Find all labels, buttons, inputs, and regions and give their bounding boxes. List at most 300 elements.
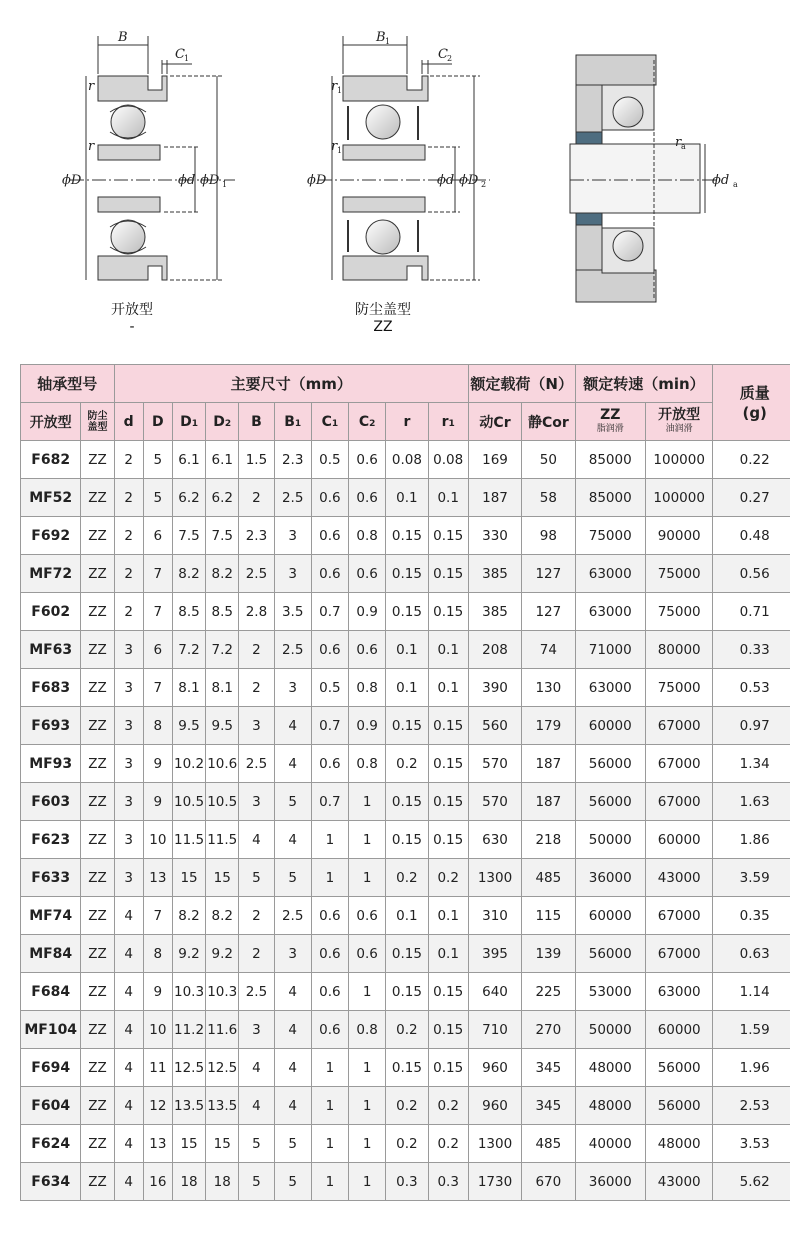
cell-D: 10 xyxy=(143,821,172,859)
table-row xyxy=(21,897,790,935)
table-row xyxy=(21,479,790,517)
cell-cr: 330 xyxy=(468,517,521,555)
cell-D2: 7.5 xyxy=(206,517,239,555)
cell-zz-speed: 56000 xyxy=(575,935,645,973)
cell-mass: 3.59 xyxy=(713,859,790,897)
cell-D2: 6.1 xyxy=(206,441,239,479)
table-row xyxy=(21,1163,790,1201)
svg-text:B: B xyxy=(376,30,386,45)
cell-D1: 18 xyxy=(172,1163,205,1201)
cell-mass: 2.53 xyxy=(713,1087,790,1125)
cell-C1: 0.6 xyxy=(311,973,348,1011)
cell-D: 6 xyxy=(143,631,172,669)
svg-text:r: r xyxy=(88,79,95,94)
cell-cr: 570 xyxy=(468,745,521,783)
cell-mass: 1.34 xyxy=(713,745,790,783)
cell-C1: 0.6 xyxy=(311,517,348,555)
header-r: r xyxy=(386,403,428,441)
cell-model: F623 xyxy=(21,821,81,859)
cell-open-speed: 67000 xyxy=(645,707,712,745)
cell-model: F633 xyxy=(21,859,81,897)
cell-open-speed: 60000 xyxy=(645,1011,712,1049)
cell-C2: 0.9 xyxy=(349,593,386,631)
header-D1: D1 xyxy=(172,403,205,441)
cell-r: 0.15 xyxy=(386,555,428,593)
cell-B: 2 xyxy=(239,479,274,517)
cell-D1: 11.5 xyxy=(172,821,205,859)
cell-r1: 0.2 xyxy=(428,859,468,897)
cell-cor: 179 xyxy=(522,707,575,745)
cell-C2: 1 xyxy=(349,1087,386,1125)
header-mass: 质量 (g) xyxy=(713,365,790,441)
cell-D2: 8.2 xyxy=(206,897,239,935)
cell-cor: 58 xyxy=(522,479,575,517)
cell-cor: 485 xyxy=(522,859,575,897)
cell-cor: 187 xyxy=(522,783,575,821)
cell-model: F603 xyxy=(21,783,81,821)
cell-C1: 1 xyxy=(311,1049,348,1087)
cell-model: MF93 xyxy=(21,745,81,783)
cell-D: 5 xyxy=(143,441,172,479)
cell-C2: 1 xyxy=(349,783,386,821)
cell-d: 3 xyxy=(114,669,143,707)
cell-cr: 630 xyxy=(468,821,521,859)
cell-B1: 3.5 xyxy=(274,593,311,631)
cell-B: 5 xyxy=(239,1125,274,1163)
cell-D1: 15 xyxy=(172,859,205,897)
table-row xyxy=(21,859,790,897)
cell-D1: 9.2 xyxy=(172,935,205,973)
svg-text:r: r xyxy=(331,79,338,94)
cell-zz-speed: 85000 xyxy=(575,441,645,479)
svg-text:ϕD: ϕD xyxy=(459,173,479,188)
cell-r: 0.15 xyxy=(386,973,428,1011)
svg-text:C: C xyxy=(175,47,185,62)
cell-mass: 0.33 xyxy=(713,631,790,669)
cell-mass: 0.53 xyxy=(713,669,790,707)
cell-model: F684 xyxy=(21,973,81,1011)
cell-B: 2 xyxy=(239,935,274,973)
header-C2: C2 xyxy=(349,403,386,441)
cell-mass: 1.96 xyxy=(713,1049,790,1087)
cell-d: 4 xyxy=(114,1163,143,1201)
cell-zz-speed: 36000 xyxy=(575,1163,645,1201)
cell-D: 9 xyxy=(143,783,172,821)
cell-D2: 9.5 xyxy=(206,707,239,745)
cell-cr: 710 xyxy=(468,1011,521,1049)
cell-r: 0.15 xyxy=(386,707,428,745)
header-B: B xyxy=(239,403,274,441)
cell-mass: 0.56 xyxy=(713,555,790,593)
cell-B1: 2.5 xyxy=(274,897,311,935)
cell-D2: 13.5 xyxy=(206,1087,239,1125)
cell-B: 4 xyxy=(239,1087,274,1125)
cell-open-speed: 56000 xyxy=(645,1049,712,1087)
cell-zz-speed: 63000 xyxy=(575,669,645,707)
open-bearing-drawing xyxy=(70,36,235,280)
cell-d: 3 xyxy=(114,821,143,859)
cell-D: 9 xyxy=(143,745,172,783)
header-speed: 额定转速（min） xyxy=(575,365,713,403)
cell-d: 4 xyxy=(114,1087,143,1125)
cell-model: MF72 xyxy=(21,555,81,593)
cell-model: F624 xyxy=(21,1125,81,1163)
cell-D2: 9.2 xyxy=(206,935,239,973)
cell-C1: 0.6 xyxy=(311,631,348,669)
cell-B: 2.3 xyxy=(239,517,274,555)
cell-D2: 15 xyxy=(206,1125,239,1163)
cell-cor: 130 xyxy=(522,669,575,707)
cell-open-speed: 56000 xyxy=(645,1087,712,1125)
header-D2: D2 xyxy=(206,403,239,441)
cell-r1: 0.15 xyxy=(428,1011,468,1049)
table-row xyxy=(21,1011,790,1049)
cell-r: 0.1 xyxy=(386,897,428,935)
cell-open-speed: 80000 xyxy=(645,631,712,669)
table-row xyxy=(21,517,790,555)
cell-open-speed: 60000 xyxy=(645,821,712,859)
cell-mass: 0.48 xyxy=(713,517,790,555)
header-open: 开放型 xyxy=(21,403,81,441)
cell-D: 16 xyxy=(143,1163,172,1201)
cell-C2: 0.6 xyxy=(349,631,386,669)
cell-C1: 1 xyxy=(311,1163,348,1201)
cell-d: 2 xyxy=(114,517,143,555)
cell-open-speed: 63000 xyxy=(645,973,712,1011)
cell-r1: 0.15 xyxy=(428,517,468,555)
cell-C1: 0.6 xyxy=(311,479,348,517)
cell-cor: 345 xyxy=(522,1049,575,1087)
cell-cr: 960 xyxy=(468,1087,521,1125)
cell-B1: 4 xyxy=(274,1011,311,1049)
cell-C1: 0.6 xyxy=(311,745,348,783)
cell-cr: 1300 xyxy=(468,1125,521,1163)
cell-D: 11 xyxy=(143,1049,172,1087)
svg-text:2: 2 xyxy=(447,54,453,63)
svg-text:a: a xyxy=(681,142,686,151)
cell-C2: 0.6 xyxy=(349,479,386,517)
cell-C1: 1 xyxy=(311,1087,348,1125)
cell-C2: 0.8 xyxy=(349,517,386,555)
cell-cor: 127 xyxy=(522,555,575,593)
svg-text:1: 1 xyxy=(337,86,343,95)
table-row xyxy=(21,973,790,1011)
cell-C1: 0.5 xyxy=(311,441,348,479)
cell-shield: ZZ xyxy=(81,441,114,479)
cell-r: 0.15 xyxy=(386,593,428,631)
open-bearing-labels xyxy=(62,30,227,189)
cell-model: MF63 xyxy=(21,631,81,669)
cell-mass: 0.97 xyxy=(713,707,790,745)
cell-r: 0.1 xyxy=(386,669,428,707)
cell-D1: 7.2 xyxy=(172,631,205,669)
cell-zz-speed: 71000 xyxy=(575,631,645,669)
cell-mass: 0.71 xyxy=(713,593,790,631)
header-cr: 动Cr xyxy=(468,403,521,441)
cell-model: F694 xyxy=(21,1049,81,1087)
cell-C2: 1 xyxy=(349,1049,386,1087)
cell-C2: 0.8 xyxy=(349,745,386,783)
cell-D2: 6.2 xyxy=(206,479,239,517)
cell-shield: ZZ xyxy=(81,1049,114,1087)
cell-D1: 13.5 xyxy=(172,1087,205,1125)
cell-C1: 0.5 xyxy=(311,669,348,707)
cell-D: 8 xyxy=(143,935,172,973)
cell-B1: 4 xyxy=(274,1087,311,1125)
cell-mass: 1.14 xyxy=(713,973,790,1011)
cell-zz-speed: 60000 xyxy=(575,707,645,745)
cell-r: 0.1 xyxy=(386,631,428,669)
cell-B: 3 xyxy=(239,707,274,745)
svg-text:ϕD: ϕD xyxy=(307,173,327,188)
cell-zz-speed: 50000 xyxy=(575,821,645,859)
cell-model: F682 xyxy=(21,441,81,479)
cell-B1: 5 xyxy=(274,783,311,821)
cell-D: 7 xyxy=(143,593,172,631)
cell-d: 3 xyxy=(114,783,143,821)
cell-cor: 98 xyxy=(522,517,575,555)
cell-B1: 4 xyxy=(274,1049,311,1087)
bearing-diagrams xyxy=(0,0,790,360)
cell-d: 4 xyxy=(114,1011,143,1049)
cell-D1: 7.5 xyxy=(172,517,205,555)
cell-cor: 670 xyxy=(522,1163,575,1201)
cell-C1: 0.6 xyxy=(311,555,348,593)
cell-cor: 345 xyxy=(522,1087,575,1125)
cell-cor: 218 xyxy=(522,821,575,859)
table-row xyxy=(21,555,790,593)
cell-mass: 1.59 xyxy=(713,1011,790,1049)
cell-B: 2.5 xyxy=(239,555,274,593)
cell-C1: 1 xyxy=(311,859,348,897)
cell-B: 5 xyxy=(239,1163,274,1201)
cell-B1: 4 xyxy=(274,821,311,859)
cell-d: 2 xyxy=(114,479,143,517)
cell-shield: ZZ xyxy=(81,1011,114,1049)
cell-B1: 3 xyxy=(274,517,311,555)
cell-d: 2 xyxy=(114,555,143,593)
cell-D: 7 xyxy=(143,669,172,707)
cell-r1: 0.15 xyxy=(428,555,468,593)
cell-zz-speed: 40000 xyxy=(575,1125,645,1163)
cell-D2: 10.5 xyxy=(206,783,239,821)
table-row xyxy=(21,1125,790,1163)
svg-text:ϕd: ϕd xyxy=(437,173,455,188)
svg-text:ϕD: ϕD xyxy=(200,173,220,188)
cell-cor: 270 xyxy=(522,1011,575,1049)
cell-D2: 7.2 xyxy=(206,631,239,669)
cell-open-speed: 75000 xyxy=(645,555,712,593)
cell-B1: 5 xyxy=(274,1125,311,1163)
header-model: 轴承型号 xyxy=(21,365,115,403)
cell-r1: 0.3 xyxy=(428,1163,468,1201)
cell-D2: 10.3 xyxy=(206,973,239,1011)
cell-D2: 8.1 xyxy=(206,669,239,707)
cell-shield: ZZ xyxy=(81,859,114,897)
cell-D2: 8.2 xyxy=(206,555,239,593)
cell-cor: 187 xyxy=(522,745,575,783)
cell-model: MF84 xyxy=(21,935,81,973)
cell-shield: ZZ xyxy=(81,1087,114,1125)
cell-r1: 0.15 xyxy=(428,1049,468,1087)
cell-C2: 0.6 xyxy=(349,897,386,935)
cell-B: 2 xyxy=(239,897,274,935)
table-row xyxy=(21,441,790,479)
cell-D2: 11.5 xyxy=(206,821,239,859)
svg-text:a: a xyxy=(733,180,738,189)
cell-B: 5 xyxy=(239,859,274,897)
svg-text:r: r xyxy=(331,139,338,154)
cell-D1: 8.1 xyxy=(172,669,205,707)
cell-B1: 4 xyxy=(274,707,311,745)
svg-text:r: r xyxy=(88,139,95,154)
cell-r: 0.15 xyxy=(386,1049,428,1087)
cell-C2: 1 xyxy=(349,1163,386,1201)
cell-zz-speed: 63000 xyxy=(575,593,645,631)
cell-C2: 0.6 xyxy=(349,555,386,593)
cell-D1: 15 xyxy=(172,1125,205,1163)
cell-shield: ZZ xyxy=(81,897,114,935)
cell-r: 0.15 xyxy=(386,821,428,859)
mounting-drawing xyxy=(570,55,720,302)
cell-d: 4 xyxy=(114,1049,143,1087)
cell-D2: 10.6 xyxy=(206,745,239,783)
header-cor: 静Cor xyxy=(522,403,575,441)
svg-text:2: 2 xyxy=(481,180,487,189)
cell-open-speed: 100000 xyxy=(645,479,712,517)
cell-B1: 2.3 xyxy=(274,441,311,479)
cell-cor: 485 xyxy=(522,1125,575,1163)
cell-D: 5 xyxy=(143,479,172,517)
cell-D: 13 xyxy=(143,1125,172,1163)
cell-D2: 18 xyxy=(206,1163,239,1201)
cell-shield: ZZ xyxy=(81,1125,114,1163)
cell-r1: 0.15 xyxy=(428,745,468,783)
bearing-spec-table xyxy=(20,364,790,1201)
cell-r1: 0.1 xyxy=(428,669,468,707)
cell-r: 0.15 xyxy=(386,935,428,973)
header-zz-speed: ZZ 脂润滑 xyxy=(575,403,645,441)
cell-D1: 8.2 xyxy=(172,897,205,935)
cell-shield: ZZ xyxy=(81,669,114,707)
cell-D: 12 xyxy=(143,1087,172,1125)
svg-text:1: 1 xyxy=(222,180,228,189)
cell-B1: 5 xyxy=(274,859,311,897)
cell-B: 4 xyxy=(239,1049,274,1087)
cell-shield: ZZ xyxy=(81,783,114,821)
cell-B: 2.8 xyxy=(239,593,274,631)
cell-zz-speed: 85000 xyxy=(575,479,645,517)
cell-shield: ZZ xyxy=(81,479,114,517)
cell-open-speed: 75000 xyxy=(645,669,712,707)
cell-cor: 127 xyxy=(522,593,575,631)
cell-D: 7 xyxy=(143,897,172,935)
cell-cr: 385 xyxy=(468,593,521,631)
header-row-2 xyxy=(21,403,790,441)
cell-model: MF74 xyxy=(21,897,81,935)
svg-text:B: B xyxy=(118,30,128,45)
cell-d: 2 xyxy=(114,441,143,479)
cell-zz-speed: 60000 xyxy=(575,897,645,935)
cell-D: 10 xyxy=(143,1011,172,1049)
cell-shield: ZZ xyxy=(81,631,114,669)
header-C1: C1 xyxy=(311,403,348,441)
cell-shield: ZZ xyxy=(81,593,114,631)
cell-zz-speed: 56000 xyxy=(575,745,645,783)
cell-model: MF104 xyxy=(21,1011,81,1049)
cell-r: 0.2 xyxy=(386,859,428,897)
cell-cor: 225 xyxy=(522,973,575,1011)
cell-C2: 1 xyxy=(349,821,386,859)
cell-model: F604 xyxy=(21,1087,81,1125)
cell-cr: 208 xyxy=(468,631,521,669)
cell-C2: 0.8 xyxy=(349,1011,386,1049)
svg-text:1: 1 xyxy=(337,146,343,155)
cell-B: 2 xyxy=(239,669,274,707)
cell-B: 2 xyxy=(239,631,274,669)
cell-C1: 0.7 xyxy=(311,783,348,821)
cell-d: 4 xyxy=(114,897,143,935)
cell-cr: 960 xyxy=(468,1049,521,1087)
cell-r: 0.15 xyxy=(386,517,428,555)
cell-cr: 570 xyxy=(468,783,521,821)
cell-cr: 169 xyxy=(468,441,521,479)
cell-r1: 0.15 xyxy=(428,593,468,631)
cell-D1: 10.5 xyxy=(172,783,205,821)
shield-type-caption: 防尘盖型 ZZ xyxy=(355,302,411,335)
cell-cor: 74 xyxy=(522,631,575,669)
cell-D: 6 xyxy=(143,517,172,555)
cell-zz-speed: 48000 xyxy=(575,1087,645,1125)
cell-cr: 1730 xyxy=(468,1163,521,1201)
cell-C1: 0.6 xyxy=(311,897,348,935)
header-row-1 xyxy=(21,365,790,403)
cell-B: 4 xyxy=(239,821,274,859)
cell-C2: 0.6 xyxy=(349,441,386,479)
cell-r1: 0.1 xyxy=(428,631,468,669)
svg-text:C: C xyxy=(438,47,448,62)
cell-r1: 0.08 xyxy=(428,441,468,479)
cell-D1: 6.1 xyxy=(172,441,205,479)
cell-mass: 3.53 xyxy=(713,1125,790,1163)
cell-r1: 0.15 xyxy=(428,821,468,859)
cell-B: 2.5 xyxy=(239,745,274,783)
cell-mass: 0.63 xyxy=(713,935,790,973)
svg-text:r: r xyxy=(675,135,682,150)
cell-B: 3 xyxy=(239,783,274,821)
header-r1: r1 xyxy=(428,403,468,441)
cell-r: 0.2 xyxy=(386,745,428,783)
cell-d: 4 xyxy=(114,1125,143,1163)
cell-zz-speed: 56000 xyxy=(575,783,645,821)
cell-C1: 1 xyxy=(311,1125,348,1163)
cell-r1: 0.1 xyxy=(428,935,468,973)
cell-model: F634 xyxy=(21,1163,81,1201)
cell-D1: 10.3 xyxy=(172,973,205,1011)
cell-cr: 187 xyxy=(468,479,521,517)
cell-mass: 0.35 xyxy=(713,897,790,935)
cell-C1: 0.7 xyxy=(311,593,348,631)
cell-C1: 0.6 xyxy=(311,1011,348,1049)
cell-zz-speed: 75000 xyxy=(575,517,645,555)
cell-C2: 0.8 xyxy=(349,669,386,707)
svg-text:ϕd: ϕd xyxy=(178,173,196,188)
svg-text:ϕD: ϕD xyxy=(62,173,82,188)
cell-shield: ZZ xyxy=(81,1163,114,1201)
cell-r1: 0.15 xyxy=(428,973,468,1011)
cell-open-speed: 43000 xyxy=(645,859,712,897)
cell-cr: 640 xyxy=(468,973,521,1011)
